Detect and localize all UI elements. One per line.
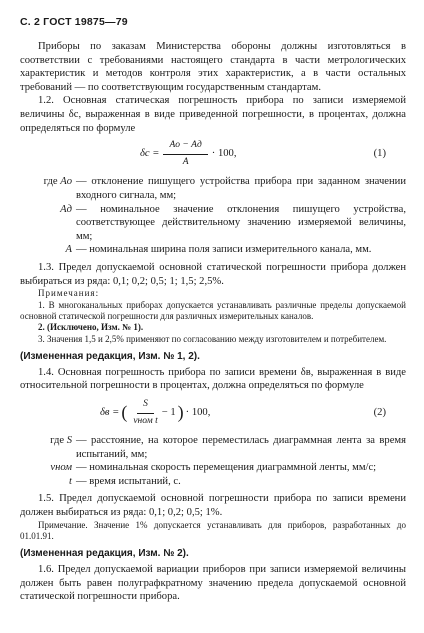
paragraph-1-4: 1.4. Основная погрешность прибора по записи времени δв, выраженная в виде относительной погрешности в процентах, должна определяться по формуле	[20, 366, 406, 392]
definitions-1	[20, 175, 406, 257]
formula-1-tail: · 100,	[211, 148, 237, 160]
definition-symbol: t	[69, 475, 72, 487]
note-1: 1. В многоканальных приборах допускается устанавливать различные пределы допускаемой основной статической погрешности для различных измерительных каналов.	[20, 299, 406, 321]
definition-row	[20, 434, 406, 461]
notes-block	[20, 288, 406, 345]
formula-2-numerator: S	[137, 398, 154, 414]
definitions-2	[20, 434, 406, 488]
formula-2-minus: − 1	[161, 407, 176, 419]
definition-text: — расстояние, на которое переместилась диаграммная лента за время испытаний, мм;	[76, 435, 406, 460]
change-note-2: (Измененная редакция, Изм. № 2).	[20, 548, 189, 560]
definition-text: — время испытаний, с.	[76, 475, 181, 487]
paragraph-1-2: 1.2. Основная статическая погрешность прибора по записи измеряемой величины δс, выраженная в виде приведенной погрешности, в процентах, должна определяться по формуле	[20, 95, 406, 134]
definition-row	[20, 203, 406, 244]
change-note-1: (Измененная редакция, Изм. № 1, 2).	[20, 351, 200, 363]
paragraph-defense-orders: Приборы по заказам Министерства обороны должны изготовляться в соответствии с требованиями настоящего стандарта в части метрологических характеристик и методов контроля этих характеристик, а в части остальных требований — по соответствующим государственным стандартам.	[20, 41, 406, 93]
definition-text: — номинальная ширина поля записи измерительного канала, мм.	[76, 244, 372, 256]
note-2: 2. (Исключено, Изм. № 1).	[38, 322, 144, 333]
definition-row	[20, 175, 406, 202]
note-value: Примечание. Значение 1% допускается устанавливать для приборов, разработанных до 01.01.91.	[20, 519, 406, 542]
formula-2-tail: · 100,	[185, 407, 211, 419]
formula-2-close-paren: )	[177, 402, 184, 423]
note-3: 3. Значения 1,5 и 2,5% применяют по согласованию между изготовителем и потребителем.	[38, 333, 387, 344]
formula-1-fraction	[163, 139, 207, 169]
definition-symbol: vном	[50, 462, 72, 474]
definition-text: — отклонение пишущего устройства прибора при заданном значении входного сигнала, мм;	[76, 176, 406, 201]
formula-1-lhs: δс =	[140, 148, 160, 160]
definition-text: — номинальное значение отклонения пишущего устройства, соответствующее действительному значению измеряемой величины, мм;	[76, 203, 406, 242]
definition-row	[20, 461, 406, 475]
definition-row	[20, 475, 406, 489]
definition-symbol: A	[65, 244, 72, 256]
formula-1	[20, 139, 406, 169]
formula-1-numerator: Aо − Aд	[163, 139, 207, 155]
formula-2-fraction	[133, 398, 157, 428]
page-header: С. 2 ГОСТ 19875—79	[20, 16, 128, 28]
paragraph-1-5: 1.5. Предел допускаемой основной погрешности прибора по записи времени должен выбираться из ряда: 0,1; 0,2; 0,5; 1%.	[20, 493, 406, 519]
definition-symbol: Aд	[60, 203, 72, 215]
formula-2-open-paren: (	[121, 402, 128, 423]
definition-row	[20, 243, 406, 257]
paragraph-1-6: 1.6. Предел допускаемой вариации приборов при записи измеряемой величины должен быть равен полуграфкратному значению предела допускаемой основной статической погрешности прибора.	[20, 564, 406, 603]
document-body	[20, 40, 406, 604]
formula-2-denominator: vном t	[133, 415, 158, 426]
definition-symbol: где S	[50, 435, 72, 447]
notes-title: Примечания:	[38, 288, 100, 299]
definition-text: — номинальная скорость перемещения диаграммной ленты, мм/с;	[76, 462, 377, 474]
formula-1-number: (1)	[373, 148, 386, 160]
formula-2-lhs: δв =	[100, 407, 120, 419]
formula-2	[20, 398, 406, 428]
paragraph-1-3: 1.3. Предел допускаемой основной статической погрешности прибора должен выбираться из ряда: 0,1; 0,2; 0,5; 1; 1,5; 2,5%.	[20, 261, 406, 287]
formula-1-denominator: A	[182, 156, 189, 167]
formula-2-number: (2)	[373, 407, 386, 419]
definition-symbol: где Aо	[43, 176, 72, 188]
